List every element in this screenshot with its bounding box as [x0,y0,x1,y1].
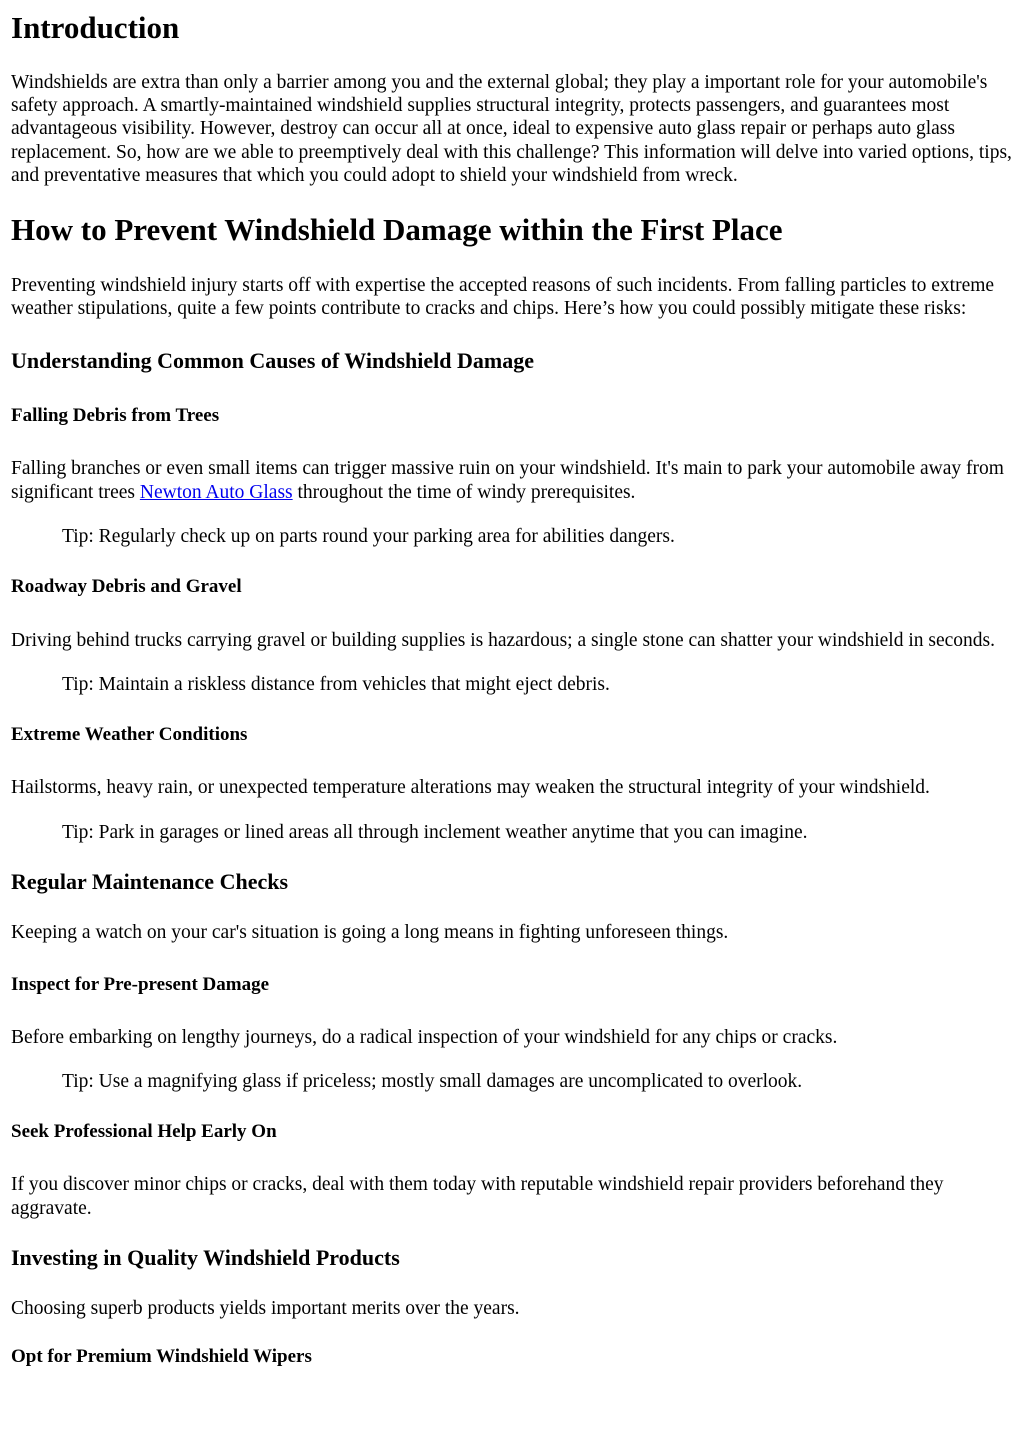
seek-help-heading: Seek Professional Help Early On [11,1121,277,1143]
causes-heading: Understanding Common Causes of Windshield Damage [11,348,534,374]
falling-body-before: Falling branches or even small items can trigger massive ruin on your windshield. It's main to park your automobile away from significant trees [11,458,1004,503]
premium-wipers-heading: Opt for Premium Windshield Wipers [11,1346,312,1368]
intro-heading: Introduction [11,10,180,45]
falling-debris-heading: Falling Debris from Trees [11,405,220,427]
extreme-weather-paragraph: Hailstorms, heavy rain, or unexpected temperature alterations may weaken the structural integrity of your windshield. [11,777,930,799]
invest-paragraph: Choosing superb products yields important merits over the years. [11,1297,520,1319]
intro-paragraph: Windshields are extra than only a barrier among you and the external global; they play a important role for your automobile's safety approach. A smartly-maintained windshield supplies structural integrity, protects passengers, and guarantees most advantageous visibility. However, destroy can occur all at once, ideal to expensive auto glass repair or perhaps auto glass replacement. So, how are we able to preemptively deal with this challenge? This information will delve into varied options, tips, and preventative measures that which you could adopt to shield your windshield from wreck. [11,72,1012,186]
maintenance-heading: Regular Maintenance Checks [11,868,289,894]
inspect-tip: Tip: Use a magnifying glass if priceless; mostly small damages are uncomplicated to overlook. [62,1071,803,1093]
falling-body-after: throughout the time of windy prerequisites. [292,481,636,503]
newton-auto-glass-link[interactable]: Newton Auto Glass [139,481,293,503]
inspect-heading: Inspect for Pre-present Damage [11,974,270,996]
falling-debris-paragraph [11,457,1013,503]
maintenance-paragraph: Keeping a watch on your car's situation is going a long means in fighting unforeseen things. [11,921,729,943]
inspect-paragraph: Before embarking on lengthy journeys, do a radical inspection of your windshield for any chips or cracks. [11,1027,838,1049]
prevent-paragraph: Preventing windshield injury starts off with expertise the accepted reasons of such incidents. From falling particles to extreme weather stipulations, quite a few points contribute to cracks and chips. Here’s how you could possibly mitigate these risks: [11,275,995,320]
extreme-weather-heading: Extreme Weather Conditions [11,724,248,746]
roadway-debris-tip: Tip: Maintain a riskless distance from vehicles that might eject debris. [62,674,610,696]
falling-debris-tip: Tip: Regularly check up on parts round your parking area for abilities dangers. [62,525,675,547]
invest-heading: Investing in Quality Windshield Products [11,1244,400,1270]
seek-help-paragraph: If you discover minor chips or cracks, deal with them today with reputable windshield repair providers beforehand they aggravate. [11,1174,944,1219]
roadway-debris-paragraph: Driving behind trucks carrying gravel or building supplies is hazardous; a single stone can shatter your windshield in seconds. [11,630,995,652]
extreme-weather-tip: Tip: Park in garages or lined areas all through inclement weather anytime that you can imagine. [62,821,808,843]
roadway-debris-heading: Roadway Debris and Gravel [11,576,242,598]
prevent-heading: How to Prevent Windshield Damage within the First Place [11,212,783,248]
